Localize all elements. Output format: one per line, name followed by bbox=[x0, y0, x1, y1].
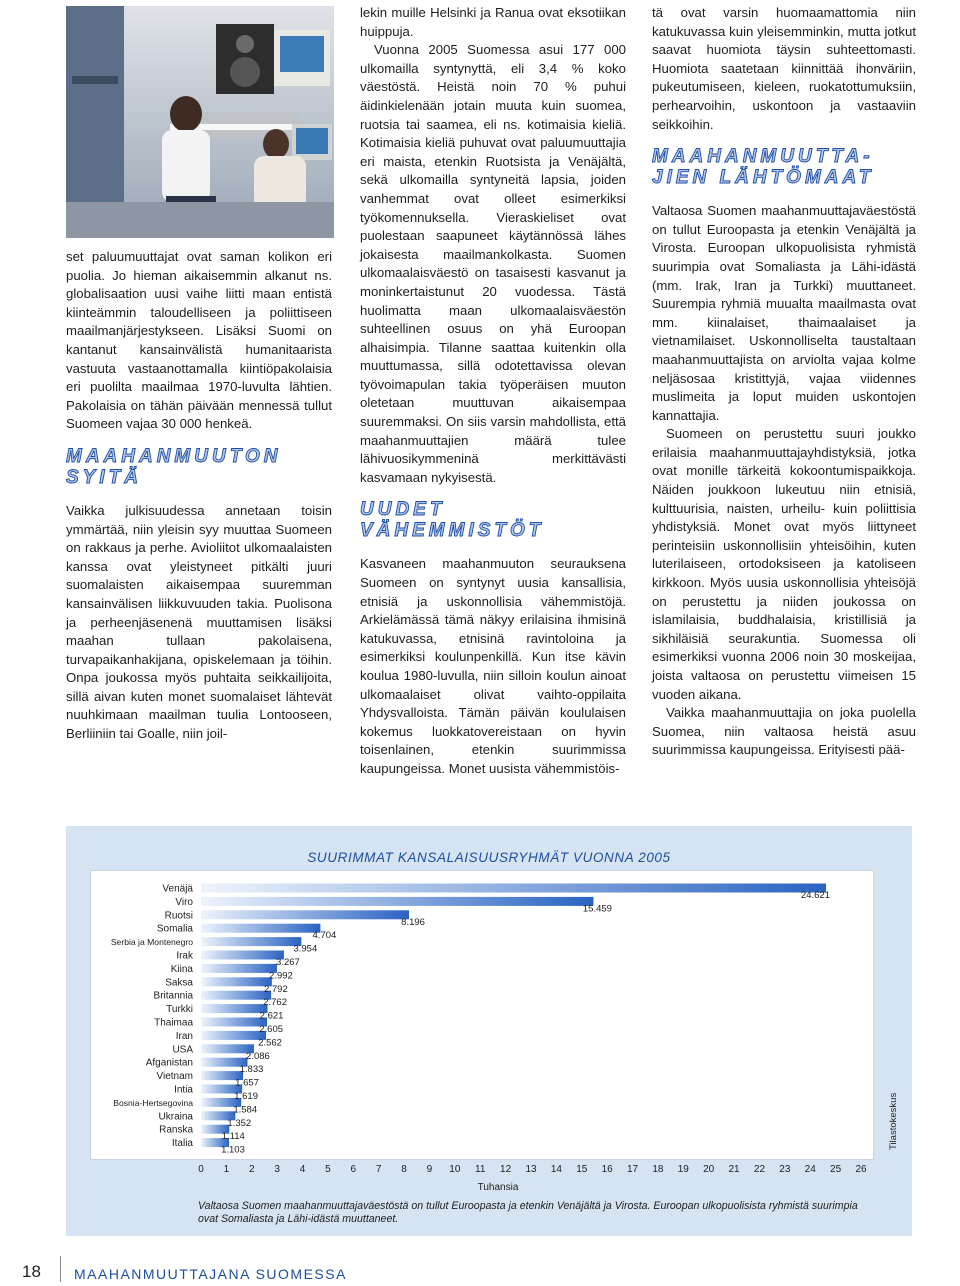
chart-value-labels bbox=[221, 890, 830, 1156]
value-label: 1.114 bbox=[221, 1131, 245, 1143]
studio-photo-image bbox=[66, 6, 334, 238]
value-label: 2.086 bbox=[246, 1050, 270, 1062]
category-label: Ruotsi bbox=[164, 910, 193, 922]
col2-para2: Vuonna 2005 Suomessa asui 177 000 ulkomailla syntynyttä, eli 3,4 % koko väestöstä. Heistä noin 70 % puhui äidinkielenään jotain muuta kuin suomea, ruotsia tai saamea, eli ns. kotimaisia kieliä. Kotimaisia kieliä puhuvat ovat paluumuuttajia eri maista, etenkin Ruotsista ja Venäjältä, sekä ulkomailla syntyneitä lapsia, joiden vanhemmat ovat olleet esimerkiksi työkomennuksella. Vieraskieliset ovat puolestaan saapuneet käytännössä lähes jokaisesta maailmankolkasta. Suomen ulkomaalaisväestö on tasaisesti kasvanut ja moninkertaistunut 20 vuodessa. Tästä huolimatta maan ulkomaalaisväestön suhteellinen osuus on yhä Euroopan alhaisimpia. Tilanne saattaa kuitenkin olla muuttumassa, sillä odotettavissa olevan työvoimapulan takia työperäisen muuton oletetaan muuttuvan aikaisempaa suuremmaksi. On siis varsin mahdollista, että maahanmuuttajien määrä tulee lähivuosikymmeninä merkittävästi kasvamaan nykyisestä. bbox=[360, 42, 626, 485]
x-tick-label: 1 bbox=[223, 1164, 230, 1175]
category-label: Britannia bbox=[153, 990, 193, 1002]
bar-iran bbox=[201, 1031, 266, 1040]
x-tick-label: 13 bbox=[525, 1164, 537, 1175]
value-label: 1.584 bbox=[233, 1104, 258, 1116]
x-tick-label: 10 bbox=[449, 1164, 461, 1175]
studio-photo bbox=[66, 6, 334, 238]
category-label: Serbia ja Montenegro bbox=[110, 937, 193, 948]
col3-para1: tä ovat varsin huomaamattomia niin katukuvassa kuin yleisemminkin, mutta jotkut saavat huomiota täysin suhteettomasti. Huomiota saatetaan kiinnittää ihonväriin, pukeutumiseen, kieleen, ruokatottumuksiin, perhearvoihin, uskontoon ja vastaaviin seikkoihin. bbox=[652, 5, 916, 132]
value-label: 1.657 bbox=[235, 1077, 259, 1089]
x-tick-label: 0 bbox=[198, 1164, 204, 1175]
value-label: 1.352 bbox=[227, 1117, 252, 1129]
bar-kiina bbox=[201, 964, 277, 973]
value-label: 2.562 bbox=[258, 1037, 282, 1049]
x-tick-label: 2 bbox=[248, 1164, 255, 1175]
bar-britannia bbox=[201, 991, 271, 1000]
value-label: 15.459 bbox=[582, 903, 612, 915]
col1-para2: Vaikka julkisuudessa annetaan toisin ymmärtää, niin yleisin syy muuttaa Suomeen on rakkaus ja perhe. Avioliitot ulkomaalaisten kanssa ovat yleistyneet pitkälti juuri suomalaisten aikaisempaa suuremman kansainvälisen liikkuvuuden takia. Puolisona ja perheenjäsenenä muuttamisen lisäksi maahan tullaan pakolaisena, turvapaikanhakijana, opiskelemaan ja töihin. Onpa joukossa myös puhtaita seikkailijoita, sillä aivan kuten monet suomalaiset lähtevät nuuhkimaan maailman tuulia Lontooseen, Berliiniin tai Goalle, niin joil- bbox=[66, 502, 332, 742]
value-label: 3.267 bbox=[276, 957, 300, 968]
chart-source-label: Tilastokeskus bbox=[888, 1092, 899, 1150]
col1-para1: set paluumuuttajat ovat saman kolikon eri puolia. Jo hieman aikaisemmin alkanut ns. globalisaation uusi vaihe liitti maan entistä kiinteämmin taloudelliseen ja poliittiseen maailmanjärjestykseen. Lisäksi Suomi on kantanut kansainvälistä humanitaarista vastuuta vastaanottamalla kiintiöpakolaisia eri puolilta maailmaa 1970-luvulta lähtien. Pakolaisia on tähän päivään mennessä tullut Suomeen vajaa 30 000 henkeä. bbox=[66, 249, 332, 432]
footer-divider bbox=[60, 1256, 61, 1282]
column-3 bbox=[652, 4, 916, 760]
x-tick-label: 8 bbox=[401, 1164, 407, 1175]
heading-uudet-vahemmistot: UUDET VÄHEMMISTÖT bbox=[360, 499, 545, 542]
bar-saksa bbox=[201, 977, 272, 986]
value-label: 2.992 bbox=[269, 970, 293, 982]
x-tick-label: 22 bbox=[753, 1164, 766, 1175]
bar-thaimaa bbox=[201, 1018, 267, 1027]
column-1 bbox=[66, 248, 332, 744]
category-label: Saksa bbox=[165, 977, 193, 989]
chart-title: SUURIMMAT KANSALAISUUSRYHMÄT VUONNA 2005 bbox=[307, 850, 671, 865]
x-tick-label: 25 bbox=[830, 1164, 842, 1175]
bar-viro bbox=[201, 897, 593, 906]
col3-para4: Vaikka maahanmuuttajia on joka puolella Suomea, niin valtaosa heistä asuu suurimmissa kaupungeissa. Erityisesti pää- bbox=[652, 705, 916, 758]
x-tick-label: 19 bbox=[677, 1164, 689, 1175]
col3-para2: Valtaosa Suomen maahanmuuttajaväestöstä on tullut Euroopasta ja etenkin Venäjältä ja Virosta. Euroopan ulkopuolisista ryhmistä suurimpia ovat Somaliasta ja Lähi-idästä (mm. Irak, Iran ja Turkki) muuttaneet. Suurempia ryhmiä muualta maailmasta ovat mm. kiinalaiset, thaimaalaiset ja vietnamilaiset. Uskonnolliselta taustaltaan maahanmuuttajista on arviolta vajaa kolme neljäsosaa kristittyjä, vajaa viidennes muslimeita ja loput muiden uskontojen kannattajia. bbox=[652, 203, 916, 423]
category-label: Turkki bbox=[166, 1004, 193, 1016]
bar-ruotsi bbox=[201, 910, 409, 919]
heading-lahtomaat: MAAHANMUUTTA- JIEN LÄHTÖMAAT bbox=[652, 146, 875, 189]
x-tick-label: 3 bbox=[274, 1164, 280, 1175]
chart-category-labels bbox=[111, 884, 194, 1150]
x-tick-label: 23 bbox=[779, 1164, 791, 1175]
chart-x-ticks bbox=[198, 1164, 867, 1175]
x-tick-label: 16 bbox=[601, 1164, 613, 1175]
bar-turkki bbox=[201, 1004, 268, 1013]
value-label: 1.103 bbox=[221, 1144, 245, 1156]
value-label: 1.833 bbox=[239, 1064, 264, 1076]
bar-venäjä bbox=[201, 884, 826, 893]
chart-x-axis-label: Tuhansia bbox=[477, 1182, 519, 1193]
category-label: Thaimaa bbox=[154, 1017, 193, 1029]
bar-irak bbox=[201, 951, 284, 960]
value-label: 1.619 bbox=[234, 1091, 258, 1102]
x-tick-label: 20 bbox=[703, 1164, 715, 1175]
category-label: Venäjä bbox=[162, 883, 193, 895]
col2-para1: lekin muille Helsinki ja Ranua ovat eksotiikan huippuja. bbox=[360, 5, 626, 39]
x-tick-label: 5 bbox=[325, 1164, 331, 1175]
category-label: Bosnia-Hertsegovina bbox=[113, 1097, 193, 1108]
bar-somalia bbox=[201, 924, 320, 933]
category-label: Kiina bbox=[170, 963, 193, 975]
x-tick-label: 24 bbox=[804, 1164, 816, 1175]
heading-maahanmuuton-syita: MAAHANMUUTON SYITÄ bbox=[66, 445, 282, 488]
x-tick-label: 9 bbox=[426, 1164, 433, 1175]
value-label: 2.621 bbox=[259, 1010, 284, 1022]
value-label: 2.605 bbox=[259, 1024, 284, 1035]
value-label: 2.762 bbox=[263, 997, 288, 1009]
category-label: USA bbox=[172, 1044, 193, 1056]
chart-source bbox=[864, 1090, 924, 1150]
x-tick-label: 4 bbox=[299, 1164, 306, 1175]
chart-caption: Valtaosa Suomen maahanmuuttajaväestöstä on tullut Euroopasta ja etenkin Venäjältä ja Virosta. Euroopan ulkopuolisista ryhmistä suurimpia ovat Somaliasta ja Lähi-idästä muuttaneet. bbox=[198, 1200, 858, 1225]
bar-chart bbox=[66, 826, 912, 1236]
col2-para3: Kasvaneen maahanmuuton seurauksena Suomeen on syntynyt uusia kansallisia, etnisiä ja uskonnollisia vähemmistöjä. Arkielämässä tämä näkyy erilaisina ihmisinä katukuvassa, etnisinä ravintoloina ja esimerkiksi koulunpenkillä. Kun itse kävin koulua 1980-luvulla, niin silloin koulun ainoat ulkomaalaiset olivat vaihto-oppilaita Yhdysvalloista. Tämän päivän koululaisen kokemus luokkatovereistaan on hyvin toisenlainen, etenkin suurimmissa kaupungeissa. Monet uusista vähemmistöis- bbox=[360, 556, 626, 776]
category-label: Intia bbox=[174, 1084, 193, 1096]
category-label: Italia bbox=[171, 1138, 193, 1150]
x-tick-label: 6 bbox=[350, 1164, 357, 1175]
category-label: Viro bbox=[175, 896, 193, 908]
x-tick-label: 21 bbox=[728, 1164, 740, 1175]
x-tick-label: 26 bbox=[855, 1164, 867, 1175]
x-tick-label: 11 bbox=[475, 1164, 486, 1175]
value-label: 24.621 bbox=[800, 890, 830, 901]
value-label: 4.704 bbox=[312, 930, 337, 942]
category-label: Vietnam bbox=[156, 1071, 193, 1083]
x-tick-label: 12 bbox=[500, 1164, 512, 1175]
value-label: 2.792 bbox=[263, 983, 288, 995]
page-number: 18 bbox=[22, 1262, 41, 1281]
value-label: 3.954 bbox=[293, 943, 318, 955]
category-label: Ukraina bbox=[158, 1111, 193, 1123]
x-tick-label: 15 bbox=[576, 1164, 588, 1175]
x-tick-label: 14 bbox=[550, 1164, 562, 1175]
x-tick-label: 7 bbox=[375, 1164, 382, 1175]
category-label: Ranska bbox=[159, 1124, 193, 1136]
category-label: Iran bbox=[175, 1030, 193, 1042]
x-tick-label: 17 bbox=[626, 1164, 639, 1175]
chart-bars bbox=[201, 884, 826, 1148]
column-2 bbox=[360, 4, 626, 779]
bar-serbia-ja-montenegro bbox=[201, 937, 301, 946]
category-label: Somalia bbox=[156, 923, 193, 935]
category-label: Irak bbox=[176, 950, 193, 962]
running-title: MAAHANMUUTTAJANA SUOMESSA bbox=[74, 1266, 347, 1282]
col3-para3: Suomeen on perustettu suuri joukko erilaisia maahanmuuttajayhdistyksiä, jotka ovat monille tärkeitä kokoontumispaikkoja. Näiden joukkoon lukeutuu niin etnisiä, kulttuurisia, naisten, urheilu- kuin poliittisia yhdistyksiä. Monet ovat myös liittyneet perinteisiin uskonnollisiin yhteisöihin, kuten luterilaiseen, ortodoksiseen ja katoliseen kirkkoon. Myös uusia uskonnollisia yhteisöjä on perustettu ja niiden joukossa on islamilaisia, buddhalaisia, kristillisiä ja sikhiläisiä seurakuntia. Suomessa oli esimerkiksi vuonna 2006 noin 30 moskeijaa, joista valtaosa on perustettu viimeisen 15 vuoden aikana. bbox=[652, 426, 916, 702]
x-tick-label: 18 bbox=[652, 1164, 664, 1175]
value-label: 8.196 bbox=[401, 916, 425, 928]
category-label: Afganistan bbox=[145, 1057, 193, 1069]
